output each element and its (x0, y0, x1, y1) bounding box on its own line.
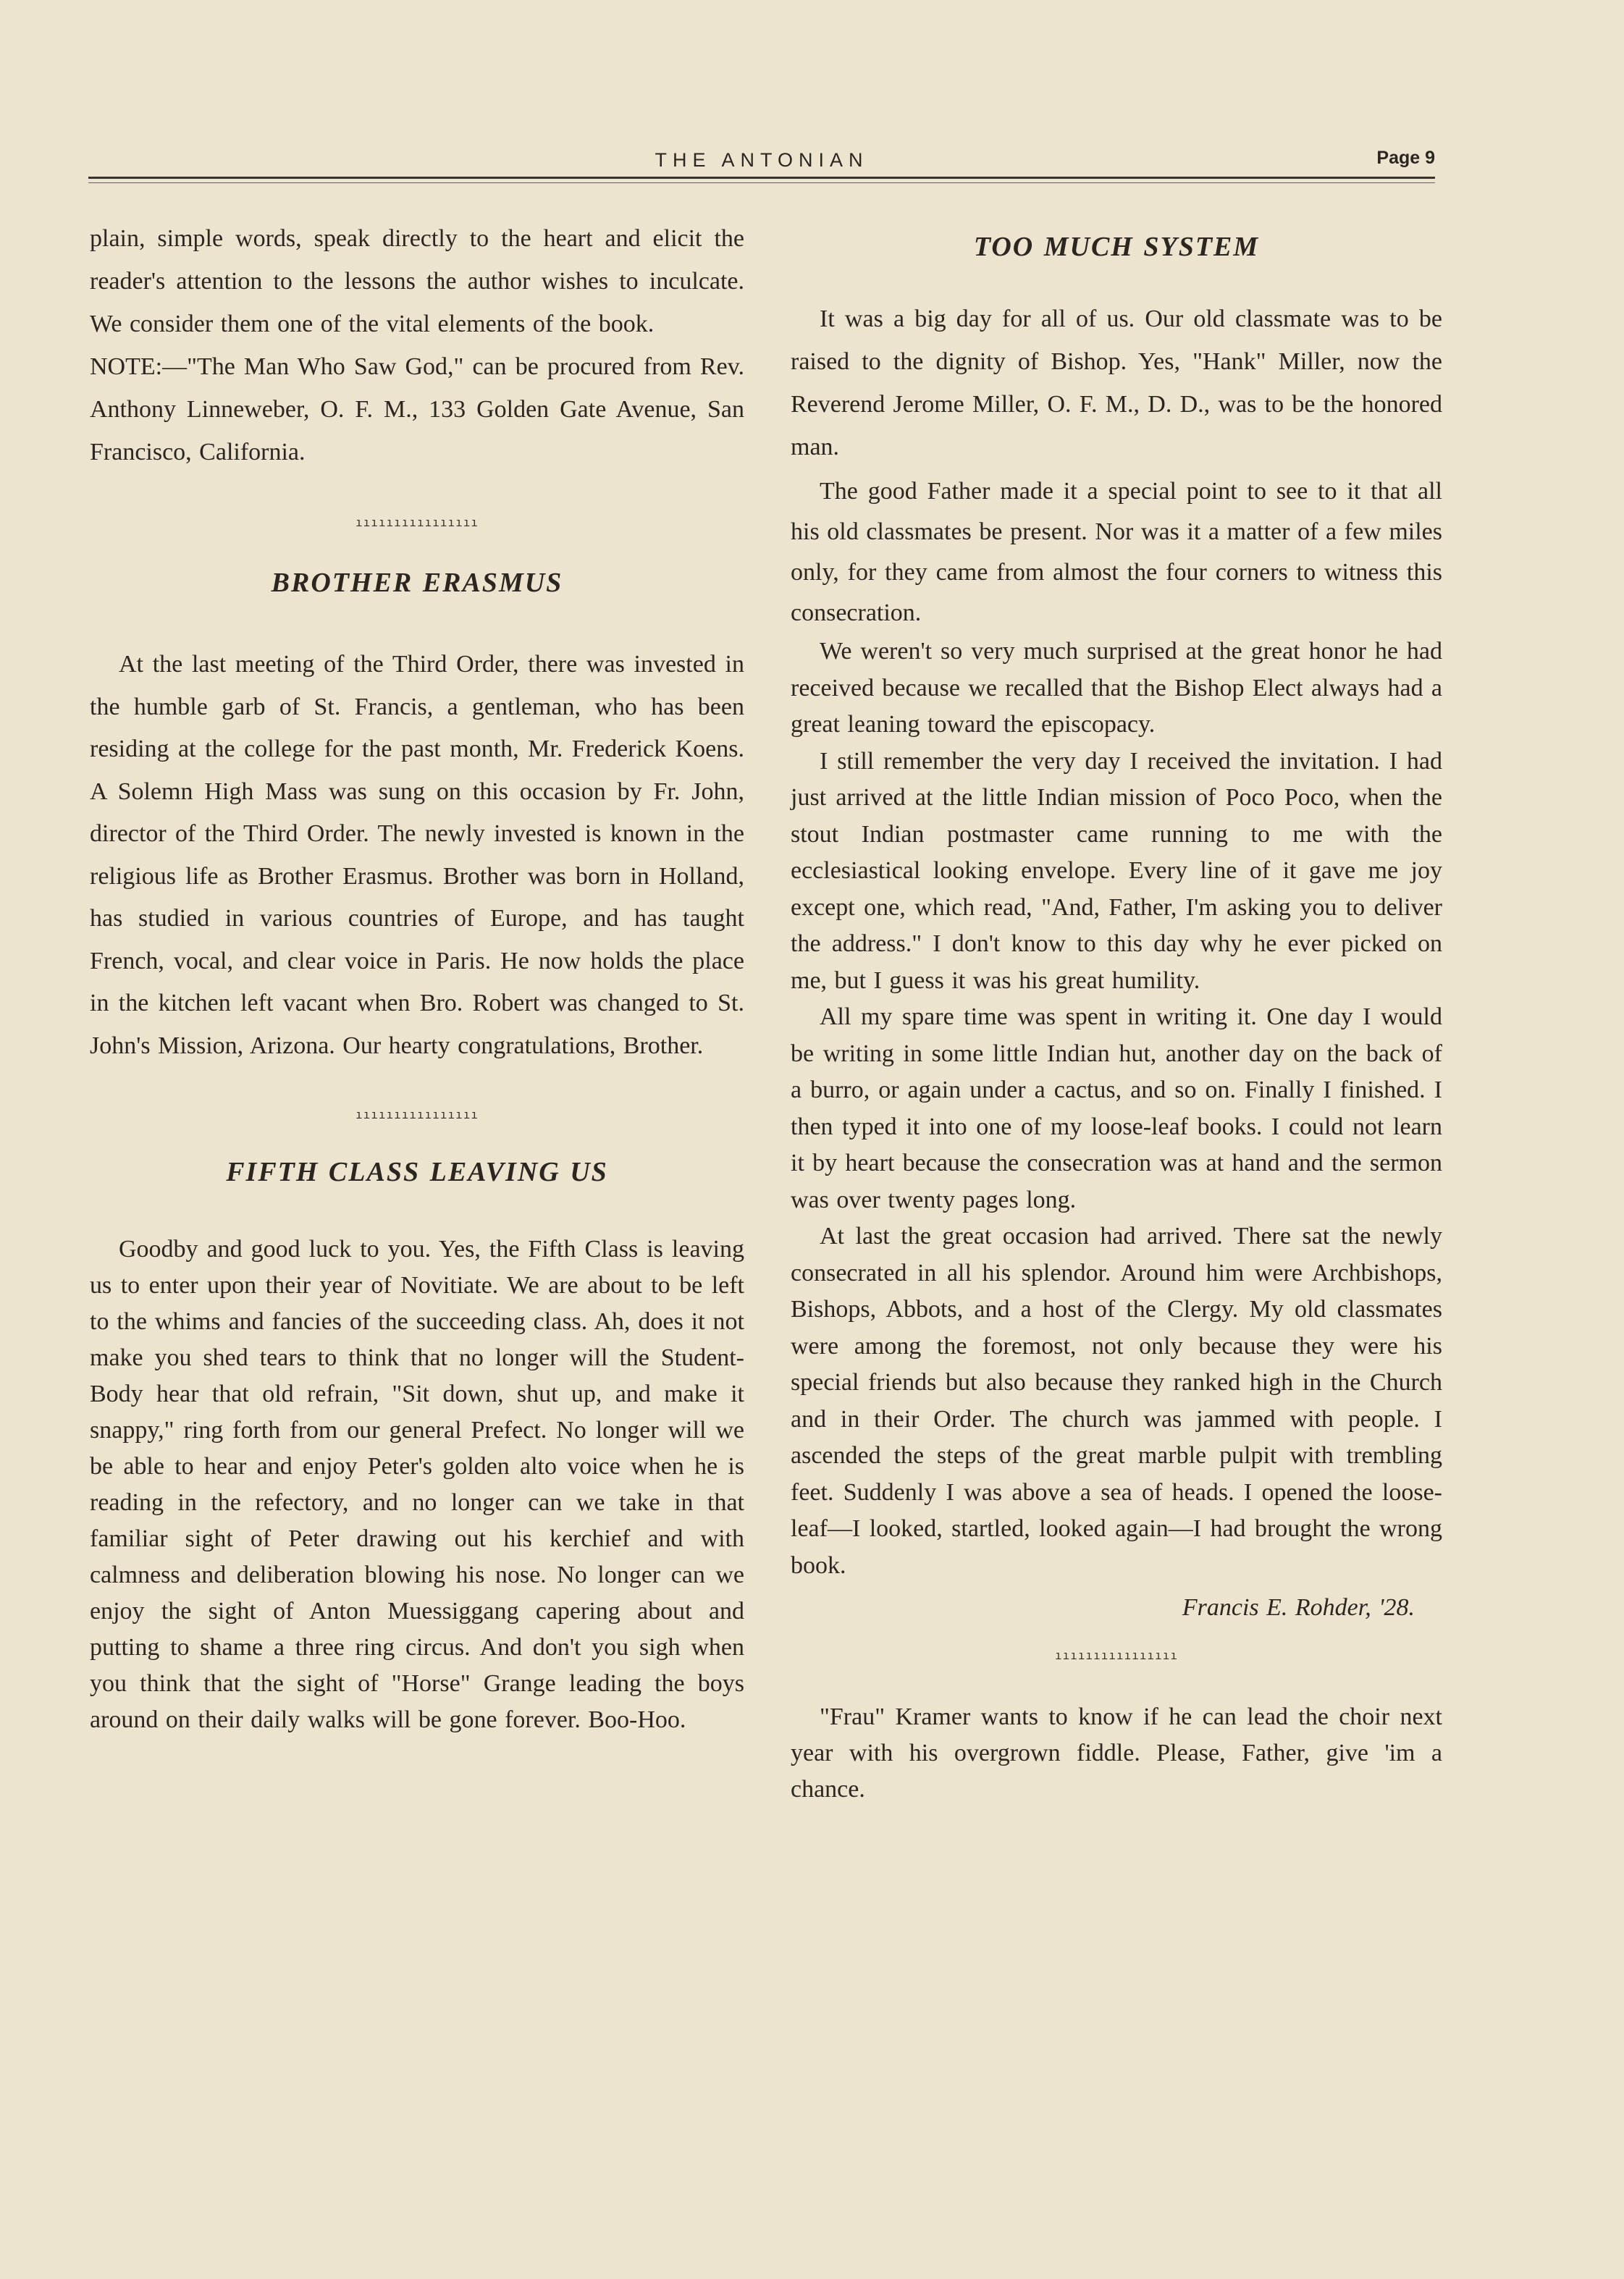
page-header (88, 146, 1435, 175)
system-paragraph: It was a big day for all of us. Our old classmate was to be raised to the dignity of Bishop. Yes, "Hank" Miller, now the Reverend Jerome Miller, O. F. M., D. D., was to be the honored man. (791, 306, 1442, 460)
too-much-system-heading: TOO MUCH SYSTEM (973, 232, 1260, 262)
right-column (791, 217, 1442, 1808)
system-paragraph: The good Father made it a special point to see to it that all his old classmates be present. Nor was it a matter of a few miles only, for they came from almost the four corners to witness this consecration. (791, 478, 1442, 626)
page-number: Page 9 (1376, 148, 1435, 168)
header-rule (88, 177, 1435, 179)
section-divider: ıııııııııııııııı (355, 1108, 479, 1121)
author-signature: Francis E. Rohder, '28. (1182, 1594, 1415, 1621)
kramer-note: "Frau" Kramer wants to know if he can lead the choir next year with his overgrown fiddle. Please, Father, give 'im a chance. (791, 1703, 1442, 1803)
system-paragraph: At last the great occasion had arrived. There sat the newly consecrated in all his splendor. Around him were Archbishops, Bishops, Abbots, and a host of the Clergy. My old classmates were among the foremost, not only because they were his special friends but also because they ranked high in the Church and in their Order. The church was jammed with people. I ascended the steps of the great marble pulpit with trembling feet. Suddenly I was above a sea of heads. I opened the loose-leaf—I looked, startled, looked again—I had brought the wrong book. (791, 1223, 1442, 1579)
note-paragraph: NOTE:—"The Man Who Saw God," can be procured from Rev. Anthony Linneweber, O. F. M., 133 Golden Gate Avenue, San Francisco, California. (90, 353, 744, 466)
brother-erasmus-body: At the last meeting of the Third Order, there was invested in the humble garb of St. Francis, a gentleman, who has been residing at the college for the past month, Mr. Frederick Koens. A Solemn High Mass was sung on this occasion by Fr. John, director of the Third Order. The newly invested is known in the religious life as Brother Erasmus. Brother was born in Holland, has studied in various countries of Europe, and has taught French, vocal, and clear voice in Paris. He now holds the place in the kitchen left vacant when Bro. Robert was changed to St. John's Mission, Arizona. Our hearty congratulations, Brother. (90, 651, 744, 1059)
system-paragraph: I still remember the very day I received the invitation. I had just arrived at the little Indian mission of Poco Poco, when the stout Indian postmaster came running to me with the ecclesiastical looking envelope. Every line of it gave me joy except one, which read, "And, Father, I'm asking you to deliver the address." I don't know to this day why he ever picked on me, but I guess it was his great humility. (791, 747, 1442, 994)
fifth-class-body: Goodby and good luck to you. Yes, the Fifth Class is leaving us to enter upon their year of Novitiate. We are about to be left to the whims and fancies of the succeeding class. Ah, does it not make you shed tears to think that no longer will the Student-Body hear that old refrain, "Sit down, shut up, and make it snappy," ring forth from our general Prefect. No longer will we be able to hear and enjoy Peter's golden alto voice when he is reading in the refectory, and no longer can we take in that familiar sight of Peter drawing out his kerchief and with calmness and deliberation blowing his nose. No longer can we enjoy the sight of Anton Muessiggang capering about and putting to shame a three ring circus. And don't you sigh when you think that the sight of "Horse" Grange leading the boys around on their daily walks will be gone forever. Boo-Hoo. (90, 1236, 744, 1733)
left-column (90, 217, 744, 1738)
header-rule-thin (88, 182, 1435, 183)
brother-erasmus-heading: BROTHER ERASMUS (271, 568, 563, 598)
publication-title: THE ANTONIAN (655, 149, 869, 171)
system-paragraph: All my spare time was spent in writing it. One day I would be writing in some little Indian hut, another day on the back of a burro, or again under a cactus, and so on. Finally I finished. I then typed it into one of my loose-leaf books. I could not learn it by heart because the consecration was at hand and the sermon was over twenty pages long. (791, 1003, 1442, 1213)
section-divider: ıııııııııııııııı (1054, 1648, 1179, 1662)
section-divider: ıııııııııııııııı (355, 515, 479, 529)
intro-paragraph: plain, simple words, speak directly to the heart and elicit the reader's attention to the lessons the author wishes to inculcate. We consider them one of the vital elements of the book. (90, 225, 744, 337)
fifth-class-heading: FIFTH CLASS LEAVING US (226, 1157, 608, 1187)
system-paragraph: We weren't so very much surprised at the great honor he had received because we recalled that the Bishop Elect always had a great leaning toward the episcopacy. (791, 638, 1442, 738)
